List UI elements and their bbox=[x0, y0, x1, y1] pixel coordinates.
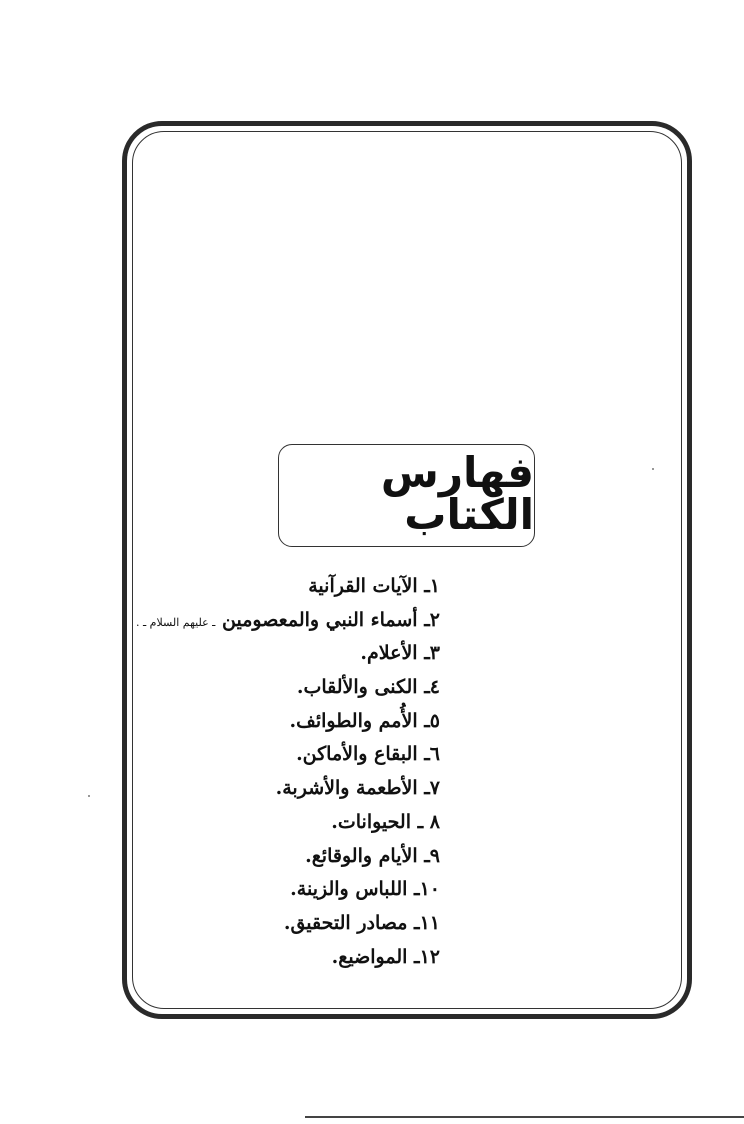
contents-item bbox=[140, 570, 440, 604]
page-title: فهارس الكتاب bbox=[380, 447, 534, 539]
contents-item bbox=[135, 604, 440, 638]
contents-item bbox=[140, 772, 440, 806]
contents-item bbox=[140, 941, 440, 975]
contents-item-text: ٤ـ الكنى والألقاب. bbox=[296, 676, 440, 699]
contents-item-text: ٨ ـ الحيوانات. bbox=[331, 810, 440, 833]
contents-item bbox=[140, 907, 440, 941]
contents-list bbox=[135, 570, 440, 974]
contents-item-text: ٧ـ الأطعمة والأشربة. bbox=[275, 777, 440, 800]
contents-item bbox=[140, 738, 440, 772]
scan-speck bbox=[88, 795, 90, 797]
contents-item bbox=[140, 671, 440, 705]
contents-item-text: ٥ـ الأُمم والطوائف. bbox=[289, 709, 440, 732]
bottom-rule bbox=[305, 1116, 744, 1118]
contents-item-text: ٦ـ البقاع والأماكن. bbox=[296, 743, 440, 766]
contents-item-text: ١ـ الآيات القرآنية bbox=[308, 575, 440, 597]
contents-item bbox=[140, 873, 440, 907]
contents-item-text: ١١ـ مصادر التحقيق. bbox=[283, 911, 440, 934]
contents-item-text: ٣ـ الأعلام. bbox=[360, 642, 440, 665]
contents-item-text: ١٠ـ اللباس والزينة. bbox=[290, 878, 440, 901]
contents-item bbox=[140, 806, 440, 840]
contents-item bbox=[140, 705, 440, 739]
contents-item-text: ٩ـ الأيام والوقائع. bbox=[305, 844, 440, 867]
contents-item bbox=[140, 637, 440, 671]
scan-speck bbox=[652, 468, 654, 470]
contents-item-text: ١٢ـ المواضيع. bbox=[331, 945, 440, 968]
contents-item-text: ٢ـ أسماء النبي والمعصومين bbox=[215, 608, 440, 631]
contents-item bbox=[140, 840, 440, 874]
contents-item-note: ـ عليهم السلام ـ . bbox=[135, 615, 216, 629]
title-box bbox=[278, 444, 535, 547]
